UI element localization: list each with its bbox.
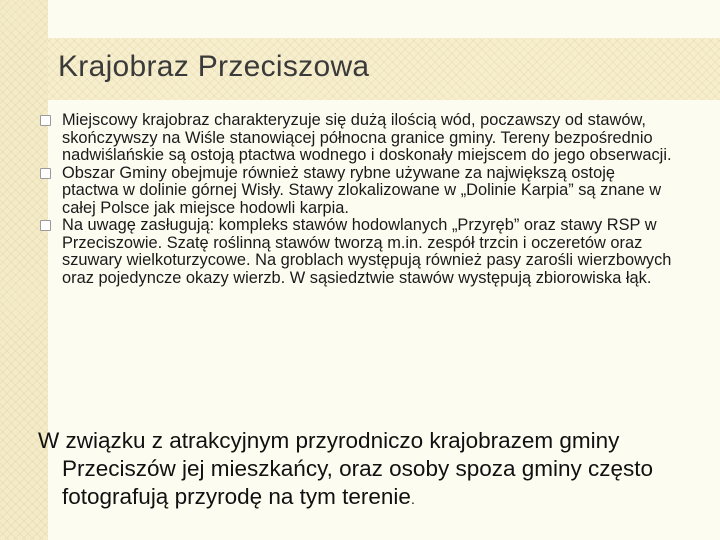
bullet-text: Obszar Gminy obejmuje również stawy rybne używane za największą ostoję ptactwa w dolinie górnej Wisły. Stawy zlokalizowane w „Dolinie Karpia” są znane w całej Polsce jak miejsce hodowli karpia. bbox=[62, 163, 662, 217]
summary-text: W związku z atrakcyjnym przyrodniczo krajobrazem gminy Przeciszów jej mieszkańcy, oraz osoby spoza gminy często fotografują przyrodę na tym terenie bbox=[38, 428, 654, 509]
bullet-item bbox=[40, 165, 675, 218]
bullet-text: Miejscowy krajobraz charakteryzuje się dużą ilością wód, poczawszy od stawów, skończywszy na Wiśle stanowiącej północna granice gminy. Tereny bezpośrednio nadwiślańskie są ostoją ptactwa wodnego i doskonały miejscem do jego obserwacji. bbox=[62, 111, 672, 164]
bullet-item bbox=[40, 217, 675, 287]
square-bullet-icon bbox=[40, 115, 51, 126]
bullet-list bbox=[40, 112, 675, 287]
summary-period: . bbox=[410, 491, 415, 507]
square-bullet-icon bbox=[40, 220, 51, 231]
summary-paragraph bbox=[38, 427, 720, 513]
bullet-item bbox=[40, 112, 675, 165]
bullet-text: Na uwagę zasługują: kompleks stawów hodowlanych „Przyręb” oraz stawy RSP w Przeciszowie. Szatę roślinną stawów tworzą m.in. zespół trzcin i oczeretów oraz szuwary wielkoturzycowe. Na groblach występują również pasy zarośli wierzbowych oraz pojedyncze okazy wierzb. W sąsiedztwie stawów występują zbiorowiska łąk. bbox=[62, 216, 672, 287]
slide-title: Krajobraz Przeciszowa bbox=[58, 50, 370, 83]
square-bullet-icon bbox=[40, 168, 51, 179]
